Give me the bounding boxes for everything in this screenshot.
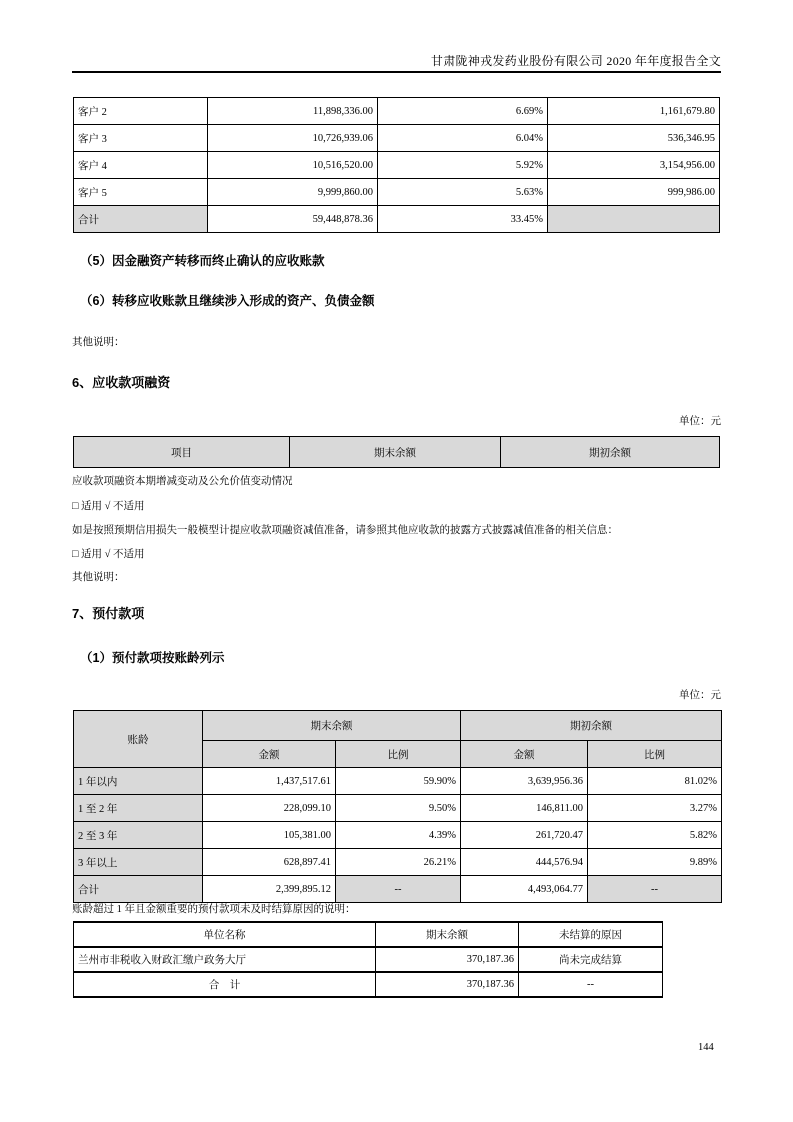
amount-cell: 370,187.36: [376, 972, 519, 997]
provision-cell: 999,986.00: [548, 179, 720, 206]
customer-name-cell: 客户 3: [74, 125, 208, 152]
aging-cell: 2 至 3 年: [74, 822, 203, 849]
amount-cell: 146,811.00: [461, 795, 588, 822]
total-label-cell: 合 计: [74, 972, 376, 997]
pct-header-cell: 比例: [588, 741, 722, 768]
pct-cell: 5.63%: [378, 179, 548, 206]
begin-balance-header-cell: 期初余额: [461, 711, 722, 741]
section-5-heading: （5）因金融资产转移而终止确认的应收账款: [80, 254, 325, 268]
begin-balance-header-cell: 期初余额: [501, 437, 720, 468]
balance-cell: 10,516,520.00: [208, 152, 378, 179]
total-row: [74, 876, 722, 903]
amount-cell: 1,437,517.61: [203, 768, 336, 795]
table-row: [74, 822, 722, 849]
other-note: 其他说明：: [72, 337, 125, 348]
reason-header-cell: 未结算的原因: [519, 922, 663, 947]
balance-cell: 9,999,860.00: [208, 179, 378, 206]
page-number: 144: [698, 1042, 714, 1053]
table-row: [74, 849, 722, 876]
customer-name-cell: 客户 4: [74, 152, 208, 179]
header-row: [74, 437, 720, 468]
pct-cell: 33.45%: [378, 206, 548, 233]
settlement-table: [73, 921, 663, 998]
amount-cell: 628,897.41: [203, 849, 336, 876]
table-row: [74, 152, 720, 179]
amount-cell: 228,099.10: [203, 795, 336, 822]
pct-cell: 9.50%: [336, 795, 461, 822]
pct-header-cell: 比例: [336, 741, 461, 768]
header-rule: [72, 71, 721, 73]
pct-cell: 9.89%: [588, 849, 722, 876]
pct-cell: --: [336, 876, 461, 903]
header-row: [74, 711, 722, 741]
total-label-cell: 合计: [74, 206, 208, 233]
aging-table: [73, 710, 722, 903]
table-row: [74, 125, 720, 152]
pct-cell: 4.39%: [336, 822, 461, 849]
unit-name-header-cell: 单位名称: [74, 922, 376, 947]
aging-cell: 3 年以上: [74, 849, 203, 876]
header-row: [74, 922, 663, 947]
aging-note: 账龄超过 1 年且金额重要的预付款项未及时结算原因的说明：: [72, 904, 356, 915]
provision-cell: [548, 206, 720, 233]
table-row: [74, 947, 663, 972]
aging-cell: 1 年以内: [74, 768, 203, 795]
end-balance-header-cell: 期末余额: [376, 922, 519, 947]
aging-header-cell: 账龄: [74, 711, 203, 768]
table-row: [74, 179, 720, 206]
amount-header-cell: 金额: [461, 741, 588, 768]
table-row: [74, 768, 722, 795]
applicable-line: □ 适用 √ 不适用: [72, 501, 145, 512]
unit-label: 单位：元: [679, 416, 721, 427]
customer-name-cell: 客户 5: [74, 179, 208, 206]
pct-cell: 5.92%: [378, 152, 548, 179]
amount-cell: 2,399,895.12: [203, 876, 336, 903]
balance-cell: 59,448,878.36: [208, 206, 378, 233]
pct-cell: 6.04%: [378, 125, 548, 152]
total-row: [74, 972, 663, 997]
pct-cell: 59.90%: [336, 768, 461, 795]
amount-cell: 4,493,064.77: [461, 876, 588, 903]
total-row: [74, 206, 720, 233]
financing-table: [73, 436, 720, 468]
amount-cell: 444,576.94: [461, 849, 588, 876]
amount-cell: 105,381.00: [203, 822, 336, 849]
prepayments-aging-subtitle: （1）预付款项按账龄列示: [80, 651, 225, 665]
customer-name-cell: 客户 2: [74, 98, 208, 125]
amount-cell: 261,720.47: [461, 822, 588, 849]
pct-cell: 3.27%: [588, 795, 722, 822]
section-6-transfer-heading: （6）转移应收账款且继续涉入形成的资产、负债金额: [80, 294, 375, 308]
amount-cell: 370,187.36: [376, 947, 519, 972]
pct-cell: 26.21%: [336, 849, 461, 876]
financing-model-line: 如是按照预期信用损失一般模型计提应收款项融资减值准备，请参照其他应收款的披露方式披露减值准备的相关信息：: [72, 525, 618, 536]
applicable-line: □ 适用 √ 不适用: [72, 549, 145, 560]
aging-cell: 1 至 2 年: [74, 795, 203, 822]
end-balance-header-cell: 期末余额: [290, 437, 501, 468]
total-label-cell: 合计: [74, 876, 203, 903]
prepayments-section-title: 7、预付款项: [72, 606, 145, 621]
financing-change-line: 应收款项融资本期增减变动及公允价值变动情况: [72, 476, 293, 487]
unit-name-cell: 兰州市非税收入财政汇缴户政务大厅: [74, 947, 376, 972]
financing-section-title: 6、应收款项融资: [72, 375, 171, 390]
amount-header-cell: 金额: [203, 741, 336, 768]
end-balance-header-cell: 期末余额: [203, 711, 461, 741]
other-note: 其他说明：: [72, 572, 125, 583]
reason-cell: 尚未完成结算: [519, 947, 663, 972]
reason-cell: --: [519, 972, 663, 997]
table-row: [74, 795, 722, 822]
pct-cell: 5.82%: [588, 822, 722, 849]
provision-cell: 1,161,679.80: [548, 98, 720, 125]
balance-cell: 10,726,939.06: [208, 125, 378, 152]
pct-cell: 6.69%: [378, 98, 548, 125]
customers-table: [73, 97, 720, 233]
amount-cell: 3,639,956.36: [461, 768, 588, 795]
balance-cell: 11,898,336.00: [208, 98, 378, 125]
provision-cell: 536,346.95: [548, 125, 720, 152]
table-row: [74, 98, 720, 125]
pct-cell: 81.02%: [588, 768, 722, 795]
report-header-title: 甘肃陇神戎发药业股份有限公司 2020 年年度报告全文: [430, 54, 721, 68]
provision-cell: 3,154,956.00: [548, 152, 720, 179]
unit-label: 单位：元: [679, 690, 721, 701]
pct-cell: --: [588, 876, 722, 903]
item-header-cell: 项目: [74, 437, 290, 468]
